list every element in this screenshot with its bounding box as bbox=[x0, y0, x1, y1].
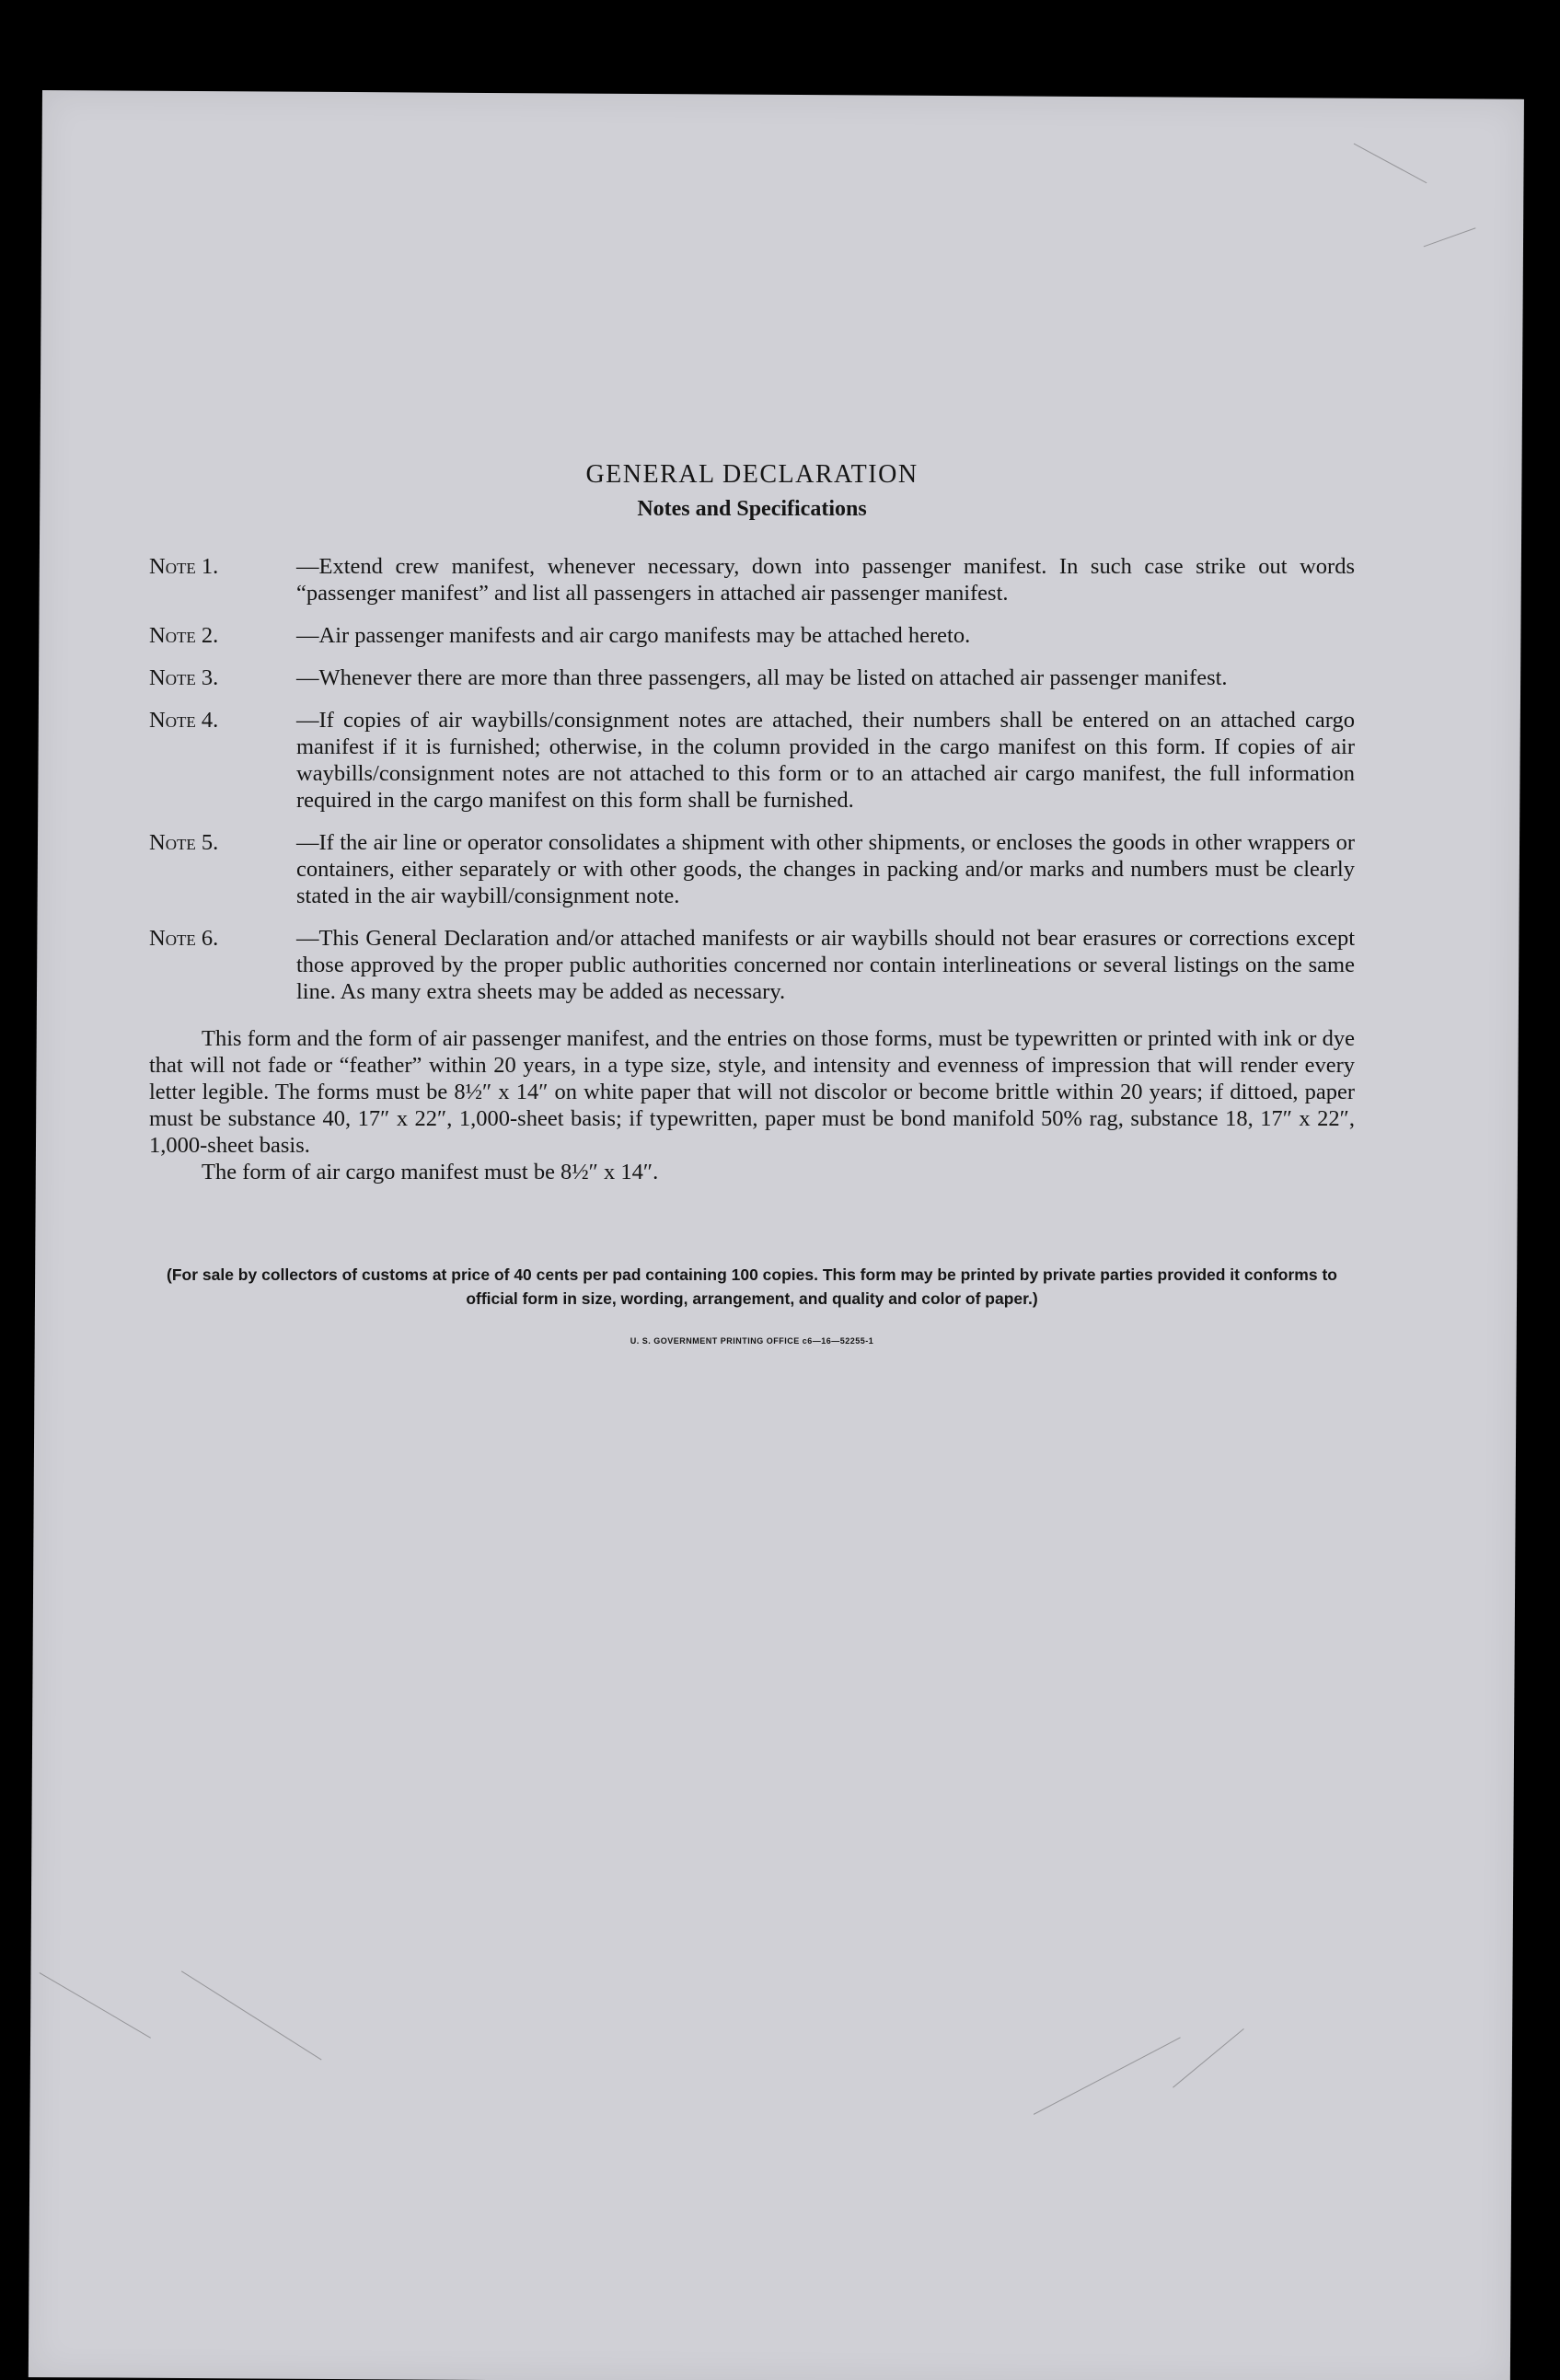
note-text: —Air passenger manifests and air cargo manifests may be attached hereto. bbox=[296, 623, 971, 648]
note-label: Note 5. bbox=[149, 830, 219, 855]
document-body bbox=[149, 460, 1355, 1346]
note-text: —Whenever there are more than three passengers, all may be listed on attached air passenger manifest. bbox=[296, 665, 1228, 690]
note-label: Note 1. bbox=[149, 554, 219, 579]
note-6 bbox=[149, 925, 1355, 1005]
sale-notice: (For sale by collectors of customs at price of 40 cents per pad containing 100 copies. This form may be printed by private parties provided it conforms to official form in size, wording, arrangement, and quality and color of paper.) bbox=[167, 1265, 1337, 1308]
note-text: —Extend crew manifest, whenever necessary, down into passenger manifest. In such case strike out words “passenger manifest” and list all passengers in attached air passenger manifest. bbox=[296, 554, 1355, 606]
printer-imprint: U. S. GOVERNMENT PRINTING OFFICE c6—16—52255-1 bbox=[630, 1336, 874, 1346]
note-text: —If the air line or operator consolidates a shipment with other shipments, or encloses the goods in other wrappers or containers, either separately or with other goods, the changes in packing and/or marks and numbers must be clearly stated in the air waybill/consignment note. bbox=[296, 830, 1355, 908]
page-title: GENERAL DECLARATION bbox=[585, 460, 919, 489]
note-4 bbox=[149, 707, 1355, 814]
page-subtitle: Notes and Specifications bbox=[637, 497, 867, 521]
specification-paragraph: This form and the form of air passenger manifest, and the entries on those forms, must be typewritten or printed with ink or dye that will not fade or “feather” within 20 years, in a type size, style, and intensity and evenness of impression that will render every letter legible. The forms must be 8½″ x 14″ on white paper that will not discolor or become brittle within 20 years; if dittoed, paper must be substance 40, 17″ x 22″, 1,000-sheet basis; if typewritten, paper must be bond manifold 50% rag, substance 18, 17″ x 22″, 1,000-sheet basis. bbox=[149, 1026, 1355, 1158]
paper-crease-mark bbox=[1034, 2037, 1181, 2114]
paper-crease-mark bbox=[1354, 144, 1427, 184]
note-label: Note 4. bbox=[149, 708, 219, 733]
note-5 bbox=[149, 829, 1355, 909]
note-text: —This General Declaration and/or attached manifests or air waybills should not bear erasures or corrections except those approved by the proper public authorities concerned nor contain interlineations or several listings on the same line. As many extra sheets may be added as necessary. bbox=[296, 926, 1355, 1004]
note-3 bbox=[149, 664, 1355, 691]
paper-crease-mark bbox=[1424, 227, 1476, 247]
paper-crease-mark bbox=[1173, 2028, 1244, 2088]
note-1 bbox=[149, 553, 1355, 607]
note-label: Note 3. bbox=[149, 665, 219, 690]
note-label: Note 2. bbox=[149, 623, 219, 648]
paper-crease-mark bbox=[40, 1972, 151, 2039]
cargo-manifest-size-line: The form of air cargo manifest must be 8½″ x 14″. bbox=[202, 1160, 659, 1184]
note-label: Note 6. bbox=[149, 926, 219, 951]
note-text: —If copies of air waybills/consignment notes are attached, their numbers shall be entered on an attached cargo manifest if it is furnished; otherwise, in the column provided in the cargo manifest on this form. If copies of air waybills/consignment notes are not attached to this form or to an attached air cargo manifest, the full information required in the cargo manifest on this form shall be furnished. bbox=[296, 708, 1355, 813]
note-2 bbox=[149, 622, 1355, 649]
paper-crease-mark bbox=[181, 1970, 322, 2060]
